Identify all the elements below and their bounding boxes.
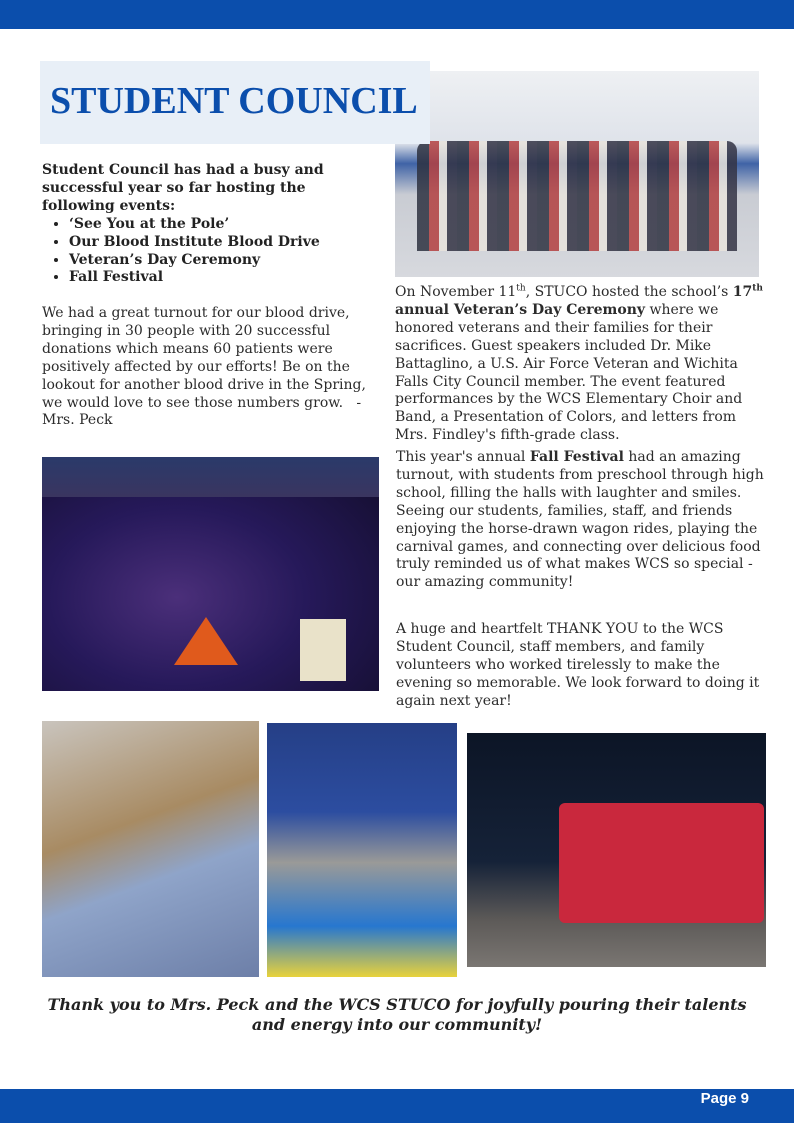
- text: , STUCO hosted the school’s: [525, 284, 733, 300]
- text: 17: [732, 284, 753, 300]
- superscript: th: [516, 283, 526, 294]
- event-item: • ‘See You at the Pole’: [69, 216, 372, 234]
- bold-text: Fall Festival: [529, 449, 624, 465]
- veterans-day-group-photo: [395, 71, 759, 277]
- footer-bar: [0, 1089, 794, 1123]
- blood-drive-paragraph: We had a great turnout for our blood drive, bringing in 30 people with 20 successful donations which means 60 patients were positively affected by our efforts! Be on the lookout for another blood drive in the Spring, we would love to see those numbers grow. -Mrs. Peck: [42, 305, 371, 429]
- text: where we honored veterans and their families for their sacrifices. Guest speakers included Dr. Mike Battaglino, a U.S. Air Force Veteran and Wichita Falls City Council member. The event featured performances by the WCS Elementary Choir and Band, a Presentation of Colors, and letters from Mrs. Findley's fifth-grade class.: [395, 301, 743, 444]
- taqueria-truck: [559, 803, 764, 923]
- events-list: [42, 216, 372, 288]
- page-number: Page 9: [700, 1090, 749, 1107]
- duck-pond-game-photo: [267, 723, 457, 977]
- hayride-wagon-photo: [42, 457, 379, 691]
- header-bar: [0, 0, 794, 29]
- fall-festival-paragraph: [396, 449, 771, 592]
- student-group: [417, 141, 737, 251]
- event-item: • Our Blood Institute Blood Drive: [69, 234, 372, 252]
- slow-moving-vehicle-sign: [174, 617, 238, 665]
- event-item: • Fall Festival: [69, 269, 372, 287]
- text: On November 11: [395, 284, 517, 300]
- food-truck-photo: [467, 733, 766, 967]
- intro-section: [42, 162, 372, 287]
- children-photo: [42, 721, 259, 977]
- closing-message: Thank you to Mrs. Peck and the WCS STUCO for joyfully pouring their talents and energy into our community!: [47, 995, 747, 1034]
- text: annual Veteran’s Day Ceremony: [395, 301, 646, 318]
- veterans-day-paragraph: [395, 284, 770, 445]
- phone-sign: [300, 619, 346, 681]
- page-title: STUDENT COUNCIL: [50, 80, 418, 122]
- text: This year's annual: [396, 449, 530, 465]
- thank-you-paragraph: A huge and heartfelt THANK YOU to the WCS Student Council, staff members, and family volunteers who worked tirelessly to make the evening so memorable. We look forward to doing it again next year!: [396, 621, 760, 709]
- night-sky: [42, 457, 379, 497]
- event-item: • Veteran’s Day Ceremony: [69, 252, 372, 270]
- text: had an amazing turnout, with students from preschool through high school, filling the halls with laughter and smiles. Seeing our students, families, staff, and friends enjoying the horse-drawn wagon rides, playing the carnival games, and connecting over delicious food truly reminded us of what makes WCS so special - our amazing community!: [396, 449, 764, 591]
- superscript: th: [752, 283, 763, 294]
- intro-text: Student Council has had a busy and successful year so far hosting the following events:: [42, 162, 324, 214]
